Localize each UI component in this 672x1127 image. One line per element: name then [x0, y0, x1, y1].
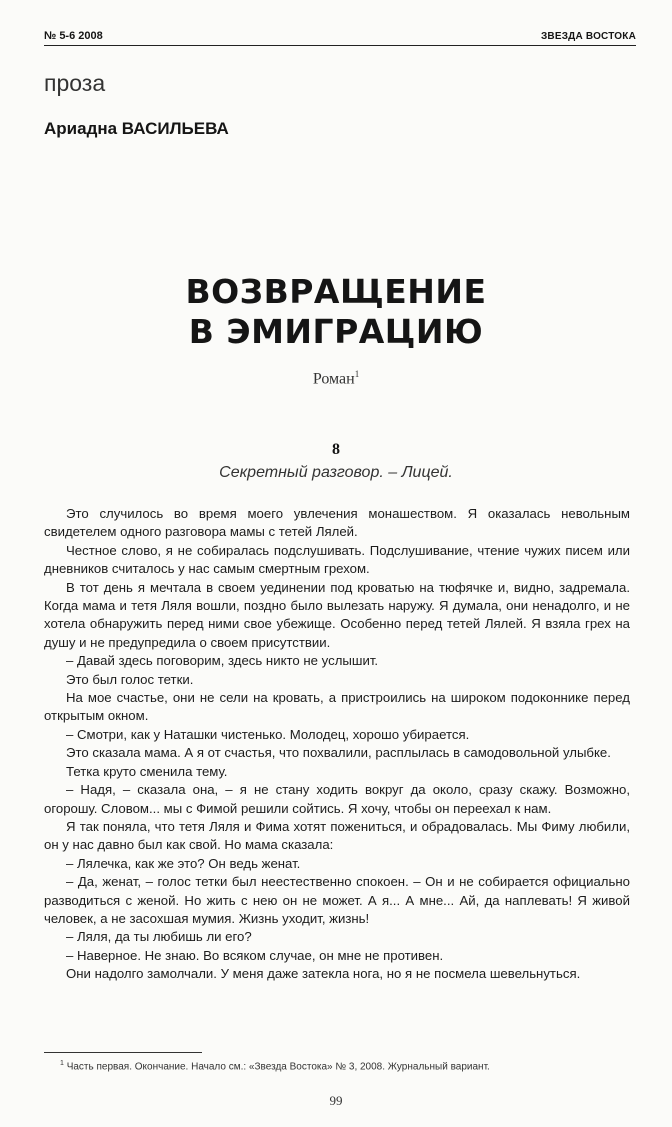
- section-label: проза: [44, 70, 106, 96]
- paragraph: – Да, женат, – голос тетки был неестественно спокоен. – Он и не собирается официально разводиться с женой. Но жить с нею он не может. А я... А мне... Ай, да наплевать! Я живой человек, а не засохшая мумия. Жизнь уходит, жизнь!: [44, 874, 630, 926]
- genre-label: [0, 369, 672, 388]
- paragraph: Это сказала мама. А я от счастья, что похвалили, расплылась в самодовольной улыбке.: [66, 745, 611, 761]
- chapter-subtitle: Секретный разговор. – Лицей.: [219, 464, 453, 481]
- page-number: 99: [329, 1093, 343, 1108]
- paragraph: Это случилось во время моего увлечения монашеством. Я оказалась невольным свидетелем одного разговора мамы с тетей Лялей.: [44, 506, 630, 540]
- paragraph: – Лялечка, как же это? Он ведь женат.: [66, 855, 301, 871]
- paragraph: Тетка круто сменила тему.: [66, 763, 228, 779]
- footnote: [60, 1060, 490, 1072]
- paragraph: – Давай здесь поговорим, здесь никто не услышит.: [66, 653, 379, 669]
- story-title: [0, 272, 672, 352]
- journal-name: ЗВЕЗДА ВОСТОКА: [540, 31, 636, 42]
- footnote-text: Часть первая. Окончание. Начало см.: «Звезда Востока» № 3, 2008. Журнальный вариант.: [66, 1061, 490, 1073]
- title-line-1: ВОЗВРАЩЕНИЕ: [185, 272, 487, 311]
- paragraph: – Смотри, как у Наташки чистенько. Молодец, хорошо убирается.: [66, 726, 470, 742]
- author-name: Ариадна ВАСИЛЬЕВА: [44, 119, 229, 138]
- paragraph: Они надолго замолчали. У меня даже затекла нога, но я не посмела шевельнуться.: [66, 966, 581, 982]
- paragraph: Честное слово, я не собиралась подслушивать. Подслушивание, чтение чужих писем или дневников считалось у нас самым смертным грехом.: [44, 542, 630, 577]
- paragraph: На мое счастье, они не сели на кровать, а пристроились на широком подоконнике перед открытым окном.: [44, 690, 630, 724]
- body-text: [44, 505, 630, 984]
- footnote-mark: 1: [60, 1060, 64, 1067]
- paragraph: Это был голос тетки.: [66, 671, 194, 687]
- issue-label: № 5-6 2008: [44, 30, 103, 42]
- footnote-divider: [44, 1052, 202, 1053]
- title-line-2: В ЭМИГРАЦИЮ: [188, 312, 484, 351]
- paragraph: Я так поняла, что тетя Ляля и Фима хотят пожениться, и обрадовалась. Мы Фиму любили, он у нас давно был как свой. Но мама сказала:: [44, 818, 630, 853]
- chapter-number: 8: [332, 441, 340, 458]
- paragraph: – Ляля, да ты любишь ли его?: [66, 929, 252, 945]
- footnote-ref: 1: [354, 369, 360, 379]
- running-header: [44, 30, 636, 46]
- paragraph: В тот день я мечтала в своем уединении под кроватью на тюфячке и, видно, задремала. Когда мама и тетя Ляля вошли, поздно было вылезать наружу. Я думала, они ненадолго, и не хотела обнаружить перед ними свое убежище. Особенно перед тетей Лялей. Я взяла грех на душу и не предупредила о своем присутствии.: [44, 579, 630, 650]
- paragraph: – Надя, – сказала она, – я не стану ходить вокруг да около, сразу скажу. Возможно, огорошу. Словом... мы с Фимой решили сойтись. Я хочу, чтобы он переехал к нам.: [44, 782, 630, 816]
- paragraph: – Наверное. Не знаю. Во всяком случае, он мне не противен.: [66, 947, 444, 963]
- genre-text: Роман: [312, 370, 355, 388]
